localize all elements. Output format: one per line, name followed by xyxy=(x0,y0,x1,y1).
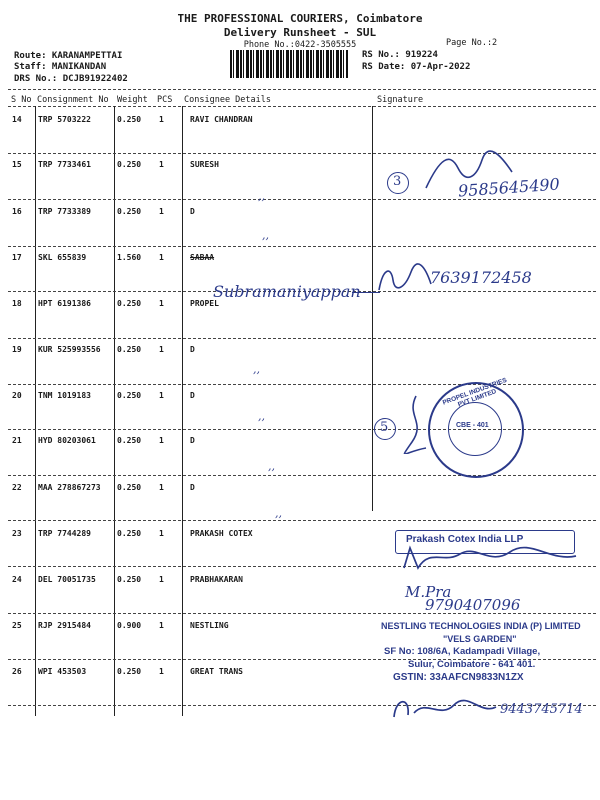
row-weight: 1.560 xyxy=(117,253,142,262)
row-weight: 0.250 xyxy=(117,529,142,538)
row-consignee: RAVI CHANDRAN xyxy=(190,115,253,124)
row-weight: 0.250 xyxy=(117,436,142,445)
row-consignment: DEL 70051735 xyxy=(38,575,96,584)
row-consignee: SABAA xyxy=(190,253,215,262)
phone-row-24: 9790407096 xyxy=(425,596,521,614)
row-consignment: TRP 7744289 xyxy=(38,529,91,538)
row-consignee: D xyxy=(190,391,195,400)
row-sno: 25 xyxy=(12,621,22,630)
row-consignment: HPT 6191386 xyxy=(38,299,91,308)
row-pcs: 1 xyxy=(159,207,164,216)
row-pcs: 1 xyxy=(159,529,164,538)
nestling-stamp-address-1: SF No: 108/6A, Kadampadi Village, xyxy=(384,646,541,657)
row-pcs: 1 xyxy=(159,667,164,676)
row-sno: 15 xyxy=(12,160,22,169)
row-divider xyxy=(8,475,596,476)
row-consignee: PROPEL xyxy=(190,299,219,308)
rs-date: RS Date: 07-Apr-2022 xyxy=(362,62,471,72)
prakash-stamp: Prakash Cotex India LLP xyxy=(395,530,575,554)
table-row xyxy=(0,253,600,267)
row-weight: 0.250 xyxy=(117,345,142,354)
row-consignee: NESTLING xyxy=(190,621,229,630)
row-weight: 0.250 xyxy=(117,160,142,169)
row-divider xyxy=(8,246,596,247)
phone-number: Phone No.:0422-3505555 xyxy=(243,40,357,50)
row-pcs: 1 xyxy=(159,575,164,584)
signature-row-26 xyxy=(390,693,500,723)
row-pcs: 1 xyxy=(159,483,164,492)
row-consignment: TRP 7733461 xyxy=(38,160,91,169)
row-pcs: 1 xyxy=(159,160,164,169)
row-sno: 22 xyxy=(12,483,22,492)
row-pcs: 1 xyxy=(159,391,164,400)
signature-row-17 xyxy=(375,262,435,294)
row-consignee: PRAKASH COTEX xyxy=(190,529,253,538)
ditto-mark: ,, xyxy=(253,363,260,376)
row-consignment: TNM 1019183 xyxy=(38,391,91,400)
row-divider xyxy=(8,199,596,200)
row-pcs: 1 xyxy=(159,115,164,124)
row-sno: 26 xyxy=(12,667,22,676)
runsheet-subtitle: Delivery Runsheet - SUL xyxy=(223,26,377,39)
row-weight: 0.250 xyxy=(117,299,142,308)
row-weight: 0.900 xyxy=(117,621,142,630)
col-sno: S No xyxy=(11,95,32,105)
row-consignment: RJP 2915484 xyxy=(38,621,91,630)
row-weight: 0.250 xyxy=(117,391,142,400)
row-sno: 14 xyxy=(12,115,22,124)
row-consignment: HYD 80203061 xyxy=(38,436,96,445)
row-weight: 0.250 xyxy=(117,207,142,216)
staff: Staff: MANIKANDAN xyxy=(14,62,107,72)
nestling-stamp-name: NESTLING TECHNOLOGIES INDIA (P) LIMITED xyxy=(381,621,581,631)
row-sno: 20 xyxy=(12,391,22,400)
row-consignment: WPI 453503 xyxy=(38,667,87,676)
nestling-stamp-gstin: GSTIN: 33AAFCN9833N1ZX xyxy=(393,672,524,683)
row-consignment: MAA 278867273 xyxy=(38,483,101,492)
row-sno: 23 xyxy=(12,529,22,538)
table-row xyxy=(0,483,600,497)
row-consignment: SKL 655839 xyxy=(38,253,87,262)
row-weight: 0.250 xyxy=(117,115,142,124)
col-signature: Signature xyxy=(377,95,424,105)
route: Route: KARANAMPETTAI xyxy=(14,51,123,61)
receiver-name-row-17: Subramaniyappan xyxy=(213,282,361,301)
header-rule-top xyxy=(8,89,596,90)
col-consignment: Consignment No xyxy=(37,95,109,105)
table-row xyxy=(0,115,600,129)
header-rule-bottom xyxy=(8,106,596,107)
col-weight: Weight xyxy=(117,95,148,105)
table-row xyxy=(0,207,600,221)
rs-number: RS No.: 919224 xyxy=(362,50,438,60)
row-pcs: 1 xyxy=(159,621,164,630)
row-consignee: D xyxy=(190,207,195,216)
row-weight: 0.250 xyxy=(117,667,142,676)
row-divider xyxy=(8,338,596,339)
row-consignee: D xyxy=(190,345,195,354)
row-divider xyxy=(8,520,596,521)
row-sno: 16 xyxy=(12,207,22,216)
row-sno: 21 xyxy=(12,436,22,445)
phone-row-17: 7639172458 xyxy=(430,268,532,287)
drs-number: DRS No.: DCJB91922402 xyxy=(14,74,128,84)
barcode xyxy=(230,50,348,78)
row-pcs: 1 xyxy=(159,436,164,445)
signature-row-23 xyxy=(400,542,580,572)
row-consignment: TRP 7733389 xyxy=(38,207,91,216)
propel-company-seal: PROPEL INDUSTRIES PVT LIMITED CBE - 401 xyxy=(428,382,524,478)
phone-row-15: 9585645490 xyxy=(457,174,561,201)
ditto-mark: ,, xyxy=(275,507,282,520)
row-consignee: D xyxy=(190,483,195,492)
phone-row-26: 9443745714 xyxy=(500,702,583,717)
row-consignee: D xyxy=(190,436,195,445)
company-title: THE PROFESSIONAL COURIERS, Coimbatore xyxy=(177,12,423,25)
nestling-stamp-address-2: Sulur, Coimbatore - 641 401. xyxy=(408,659,536,670)
page-number: Page No.:2 xyxy=(446,38,498,48)
table-row xyxy=(0,345,600,359)
ditto-mark: ,, xyxy=(268,460,275,473)
name-row-24: M.Pra xyxy=(405,583,452,601)
row-sno: 19 xyxy=(12,345,22,354)
nestling-stamp-garden: "VELS GARDEN" xyxy=(443,634,517,644)
col-consignee: Consignee Details xyxy=(184,95,271,105)
circled-number: 3 xyxy=(387,172,409,194)
row-pcs: 1 xyxy=(159,253,164,262)
row-sno: 18 xyxy=(12,299,22,308)
ditto-mark: ,, xyxy=(258,410,265,423)
row-consignee: PRABHAKARAN xyxy=(190,575,243,584)
row-consignee: GREAT TRANS xyxy=(190,667,243,676)
row-sno: 24 xyxy=(12,575,22,584)
table-row xyxy=(0,299,600,313)
row-pcs: 1 xyxy=(159,299,164,308)
ditto-mark: ,, xyxy=(262,229,269,242)
row-consignment: KUR 525993556 xyxy=(38,345,101,354)
row-sno: 17 xyxy=(12,253,22,262)
circled-number: 5 xyxy=(374,418,396,440)
row-consignee: SURESH xyxy=(190,160,219,169)
ditto-mark: ,, xyxy=(258,190,265,203)
row-pcs: 1 xyxy=(159,345,164,354)
col-pcs: PCS xyxy=(157,95,173,105)
row-weight: 0.250 xyxy=(117,575,142,584)
table-row xyxy=(0,575,600,589)
row-weight: 0.250 xyxy=(117,483,142,492)
row-consignment: TRP 5703222 xyxy=(38,115,91,124)
